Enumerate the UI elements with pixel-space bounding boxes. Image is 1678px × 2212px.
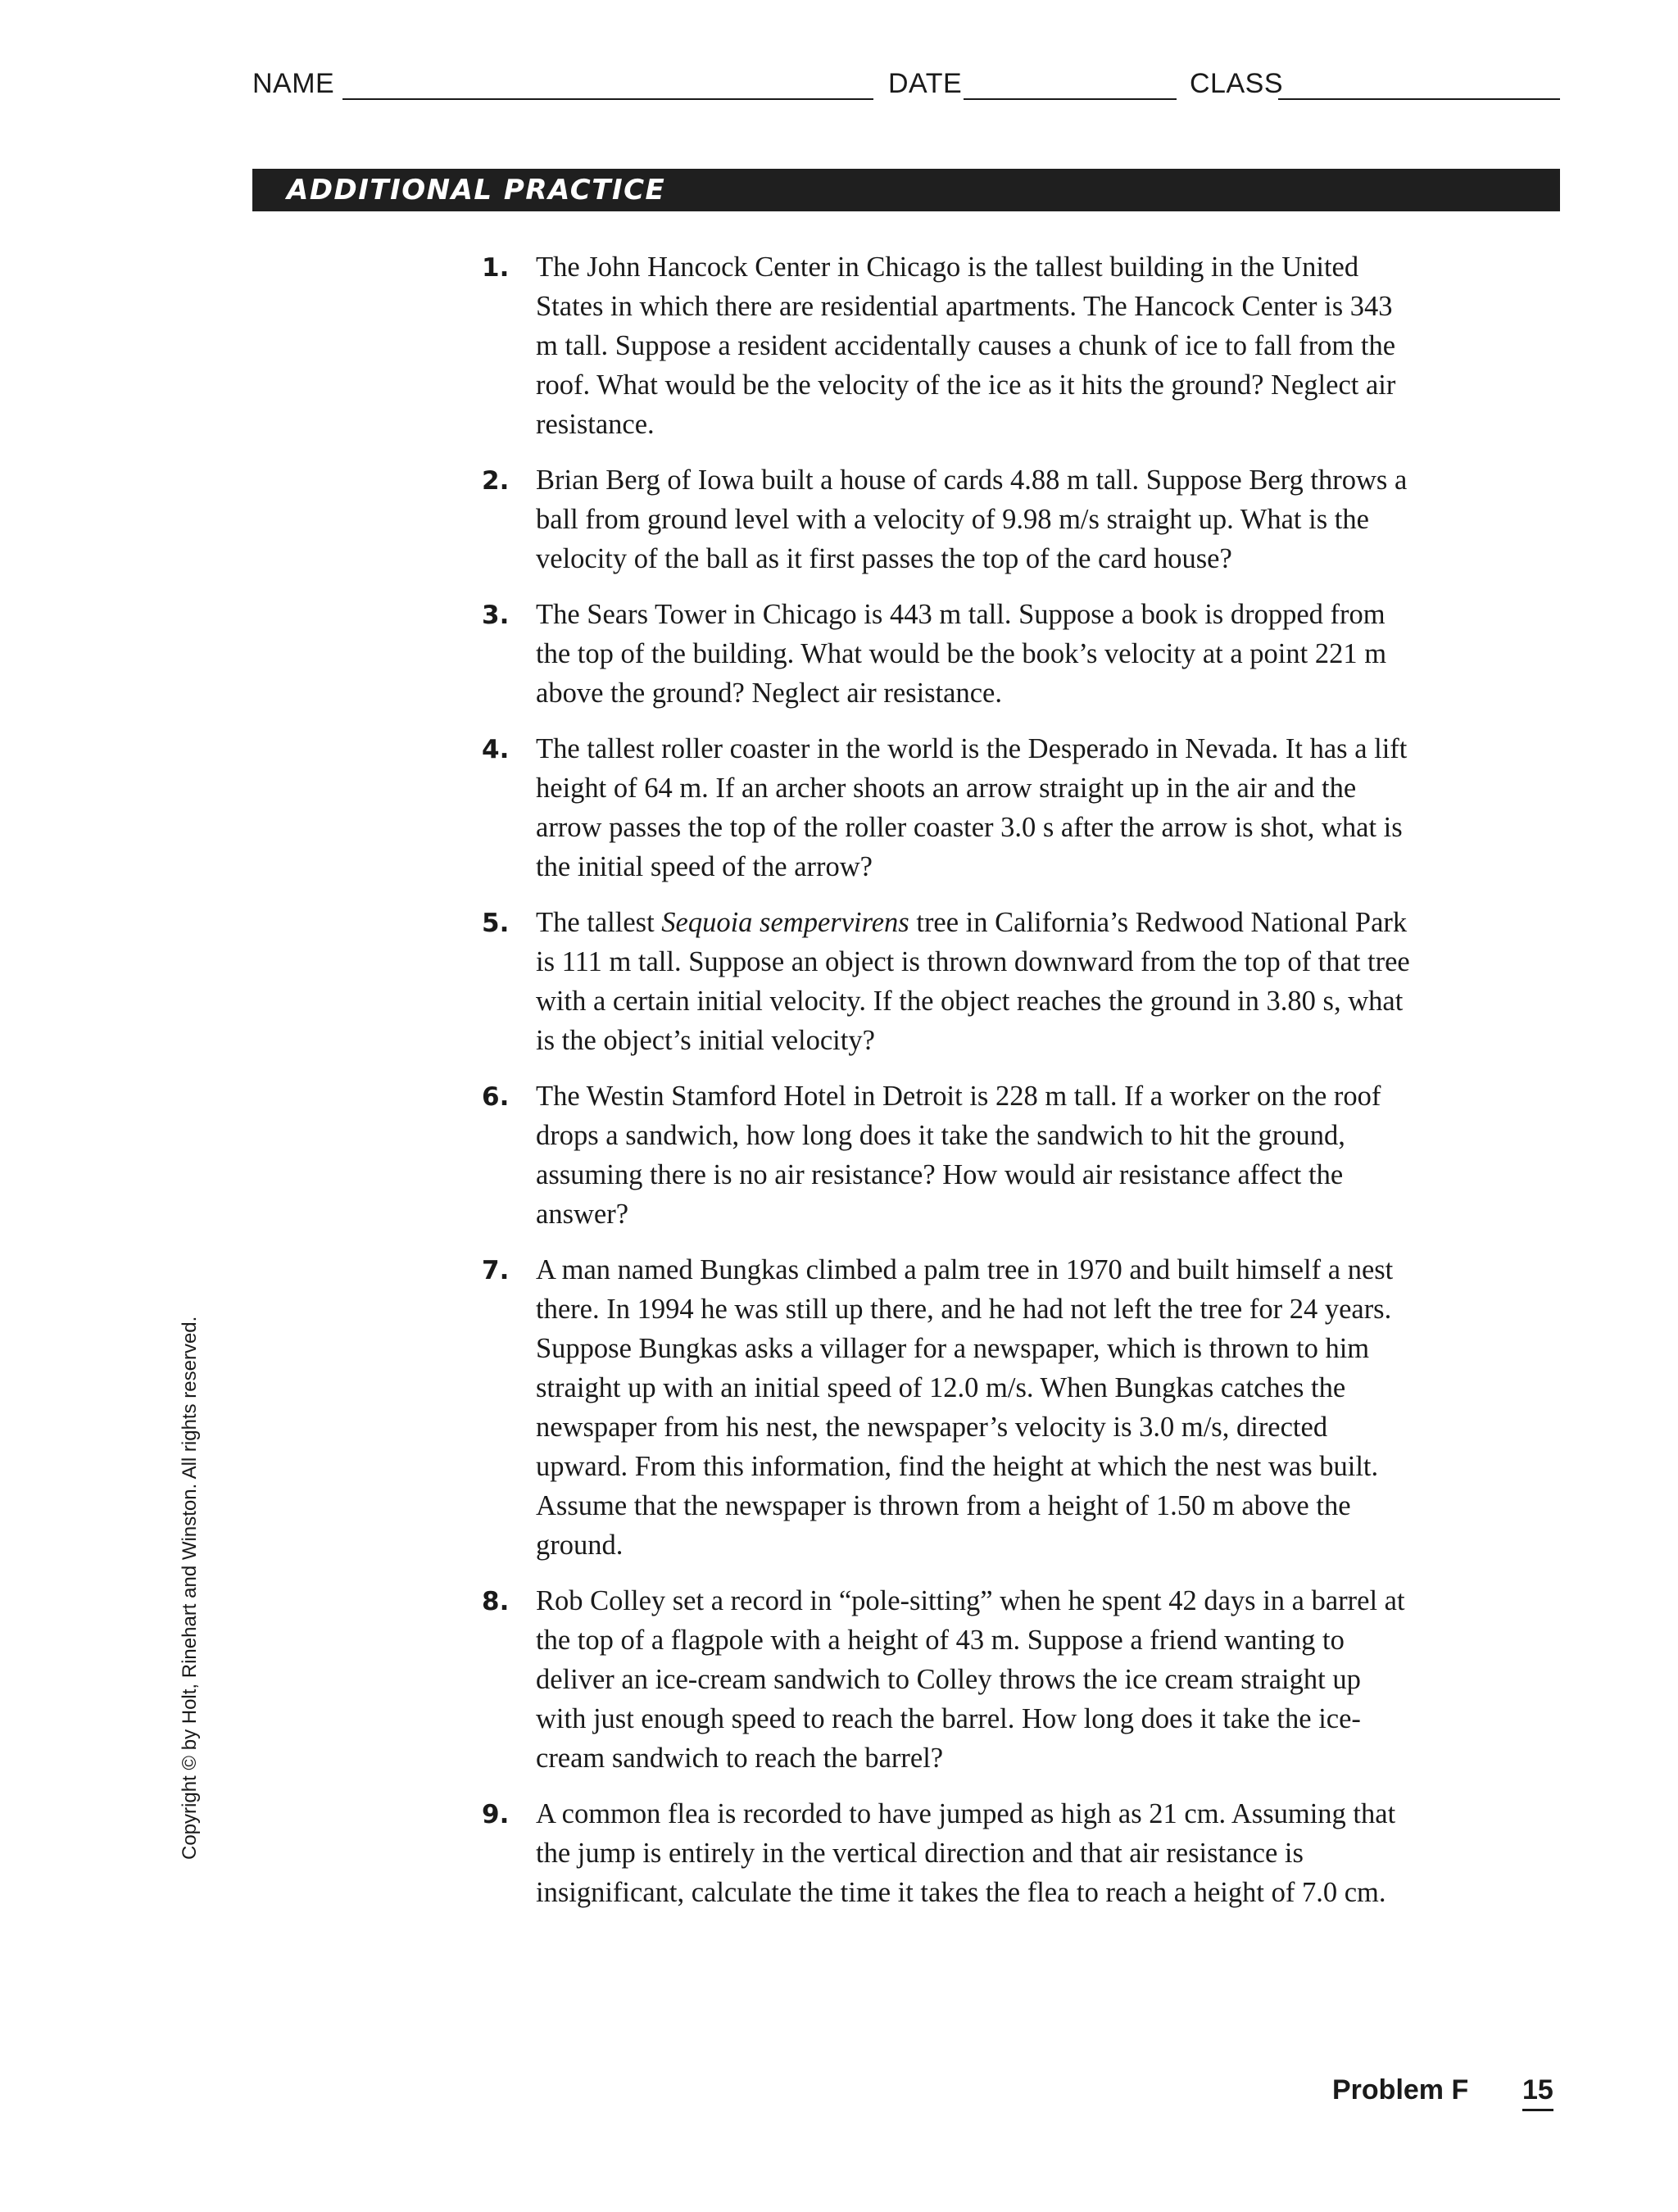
problem-text: The Westin Stamford Hotel in Detroit is 228 m tall. If a worker on the roof drops a sandwich, how long does it take the sandwich to hit the ground, assuming there is no air resistance? How would air resistance affect the answer?: [536, 1081, 1381, 1230]
problem-item: [482, 1250, 1416, 1565]
page-number: 15: [1522, 2071, 1553, 2111]
problem-number: 7.: [482, 1256, 510, 1285]
problem-number: 1.: [482, 253, 510, 283]
problem-text: The John Hancock Center in Chicago is the tallest building in the United States in which there are residential apartments. The Hancock Center is 343 m tall. Suppose a resident accidentally causes a chunk of ice to fall from the roof. What would be the velocity of the ice as it hits the ground? Neglect air resistance.: [536, 252, 1396, 440]
problem-number: 4.: [482, 735, 510, 764]
problem-item: [482, 460, 1416, 578]
problem-number: 8.: [482, 1587, 510, 1616]
name-line: [342, 98, 873, 100]
problem-text: The tallest roller coaster in the world is the Desperado in Nevada. It has a lift height of 64 m. If an archer shoots an arrow straight up in the air and the arrow passes the top of the roller coaster 3.0 s after the arrow is shot, what is the initial speed of the arrow?: [536, 733, 1408, 882]
section-banner: [252, 169, 1560, 211]
problem-item: [482, 595, 1416, 713]
problem-number: 5.: [482, 909, 510, 938]
species-name: Sequoia sempervirens: [661, 907, 909, 938]
name-label: NAME: [252, 68, 335, 99]
class-label: CLASS: [1190, 68, 1283, 99]
problem-text: A man named Bungkas climbed a palm tree in 1970 and built himself a nest there. In 1994 he was still up there, and he had not left the tree for 24 years. Suppose Bungkas asks a villager for a newspaper, which is thrown to him straight up with an initial speed of 12.0 m/s. When Bungkas catches the newspaper from his nest, the newspaper’s velocity is 3.0 m/s, directed upward. From this information, find the height at which the nest was built. Assume that the newspaper is thrown from a height of 1.50 m above the ground.: [536, 1254, 1394, 1561]
date-line: [964, 98, 1177, 100]
problem-text-start: The tallest: [536, 907, 662, 938]
class-line: [1278, 98, 1560, 100]
problem-item: [482, 1077, 1416, 1234]
problem-number: 6.: [482, 1082, 510, 1112]
problem-text: [536, 903, 1416, 1060]
problem-text: Brian Berg of Iowa built a house of cards 4.88 m tall. Suppose Berg throws a ball from ground level with a velocity of 9.98 m/s straight up. What is the velocity of the ball as it first passes the top of the card house?: [536, 465, 1408, 574]
problem-number: 2.: [482, 466, 510, 496]
problem-text-end: tree in California’s Redwood National Park is 111 m tall. Suppose an object is thrown downward from the top of that tree with a certain initial velocity. If the object reaches the ground in 3.80 s, what is the object’s initial velocity?: [536, 907, 1410, 1056]
copyright-notice: Copyright © by Holt, Rinehart and Winston. All rights reserved.: [179, 1316, 201, 1860]
problem-item: [482, 247, 1416, 444]
problem-item: [482, 1794, 1416, 1912]
problem-text: The Sears Tower in Chicago is 443 m tall. Suppose a book is dropped from the top of the building. What would be the book’s velocity at a point 221 m above the ground? Neglect air resistance.: [536, 599, 1387, 709]
problem-text: A common flea is recorded to have jumped as high as 21 cm. Assuming that the jump is entirely in the vertical direction and that air resistance is insignificant, calculate the time it takes the flea to reach a height of 7.0 cm.: [536, 1798, 1396, 1908]
problem-item: [482, 1581, 1416, 1778]
worksheet-header: [252, 67, 1560, 105]
problem-item: [482, 903, 1416, 1060]
problem-number: 9.: [482, 1800, 510, 1829]
banner-title: ADDITIONAL PRACTICE: [287, 174, 666, 206]
problem-item: [482, 729, 1416, 886]
problem-text: Rob Colley set a record in “pole-sitting” when he spent 42 days in a barrel at the top of a flagpole with a height of 43 m. Suppose a friend wanting to deliver an ice-cream sandwich to Colley throws the ice cream straight up with just enough speed to reach the barrel. How long does it take the ice-cream sandwich to reach the barrel?: [536, 1585, 1405, 1774]
problem-list: [482, 247, 1416, 1929]
date-label: DATE: [888, 68, 963, 99]
footer-section-label: Problem F: [1332, 2074, 1469, 2105]
problem-number: 3.: [482, 601, 510, 630]
